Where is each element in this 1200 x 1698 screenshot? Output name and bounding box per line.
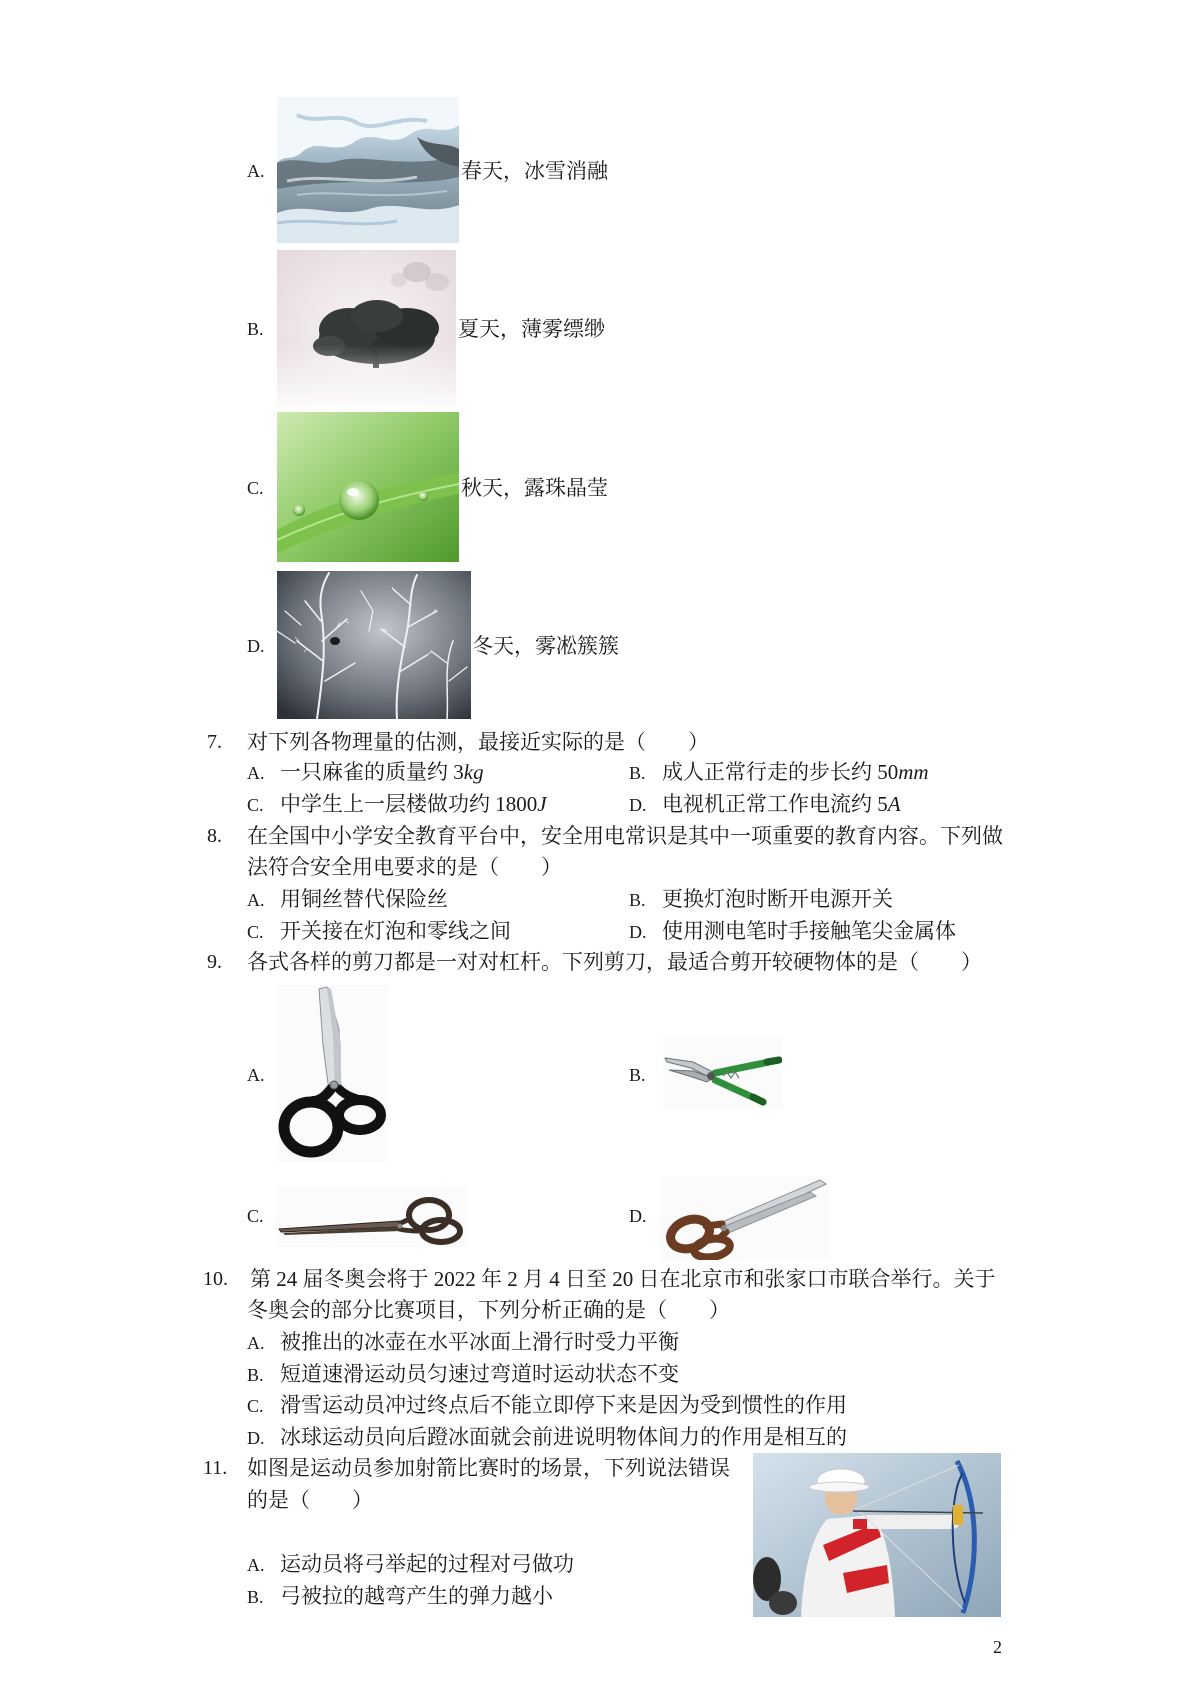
q6-option-d-photo-rime-frost: [277, 571, 471, 719]
q10-number: 10.: [203, 1268, 228, 1290]
mist-tree-illustration: [277, 250, 456, 407]
q8-option-c: [247, 919, 511, 943]
q11-option-a: [247, 1552, 574, 1576]
melting-ice-illustration: [277, 97, 459, 243]
q8-option-a-label: A.: [247, 890, 265, 910]
q8-option-b: [629, 887, 893, 911]
q7-option-b-label: B.: [629, 763, 646, 783]
q8-option-d-text: 使用测电笔时手接触笔尖金属体: [662, 919, 956, 943]
archer-illustration: [753, 1453, 1001, 1617]
q9-option-c-scissors-image: [277, 1187, 467, 1247]
q6-option-d-label: D.: [247, 636, 265, 656]
q11-number: 11.: [203, 1457, 228, 1479]
q6-option-a-label: A.: [247, 161, 265, 181]
q8-option-c-label: C.: [247, 922, 264, 942]
q10-option-a-label: A.: [247, 1333, 265, 1353]
q7-option-a-unit: kg: [463, 760, 484, 784]
q10-option-d: [247, 1425, 847, 1449]
q6-option-c-photo-dew-drop: [277, 412, 459, 562]
q6-option-b-photo-mist-tree: [277, 250, 456, 407]
q8-stem-line-1: 在全国中小学安全教育平台中，安全用电常识是其中一项重要的教育内容。下列做: [247, 824, 1003, 848]
q6-option-c-text: 秋天，露珠晶莹: [461, 476, 608, 500]
q6-option-a-text: 春天，冰雪消融: [461, 159, 608, 183]
q7-option-c-unit: J: [537, 792, 547, 816]
q10-option-a-text: 被推出的冰壶在水平冰面上滑行时受力平衡: [280, 1330, 679, 1354]
q8-option-b-text: 更换灯泡时断开电源开关: [662, 887, 893, 911]
q9-number: 9.: [207, 951, 222, 973]
q11-option-b-text: 弓被拉的越弯产生的弹力越小: [280, 1584, 553, 1608]
q6-option-a-photo-melting-ice: [277, 97, 459, 243]
pruning-shears-illustration: [663, 1036, 782, 1109]
q11-option-a-text: 运动员将弓举起的过程对弓做功: [280, 1552, 574, 1576]
q8-option-c-text: 开关接在灯泡和零线之间: [280, 919, 511, 943]
q7-option-a-text: 一只麻雀的质量约 3: [280, 760, 464, 784]
q10-option-b: [247, 1362, 679, 1386]
q7-option-d: [629, 792, 901, 816]
q7-option-b-text: 成人正常行走的步长约 50: [662, 760, 899, 784]
q9-stem: 各式各样的剪刀都是一对对杠杆。下列剪刀，最适合剪开较硬物体的是（ ）: [247, 950, 982, 974]
q8-option-b-label: B.: [629, 890, 646, 910]
q10-option-b-label: B.: [247, 1365, 264, 1385]
q9-option-a-label: A.: [247, 1065, 265, 1085]
q11-stem-line-2: 的是（ ）: [247, 1488, 373, 1512]
q8-option-d-label: D.: [629, 922, 647, 942]
q8-stem-line-2: 法符合安全用电要求的是（ ）: [247, 855, 562, 879]
q6-option-c-label: C.: [247, 478, 264, 498]
q7-option-d-label: D.: [629, 795, 647, 815]
q10-stem-line-2: 冬奥会的部分比赛项目，下列分析正确的是（ ）: [247, 1298, 730, 1322]
long-blade-scissors-illustration: [277, 1187, 467, 1247]
q6-option-d-text: 冬天，雾凇簇簇: [472, 634, 619, 658]
dew-drop-illustration: [277, 412, 459, 562]
q10-stem-line-1: 第 24 届冬奥会将于 2022 年 2 月 4 日至 20 日在北京市和张家口市联合举行。关于: [250, 1267, 996, 1291]
q9-option-b-scissors-image: [663, 1036, 782, 1109]
q7-option-c-text: 中学生上一层楼做功约 1800: [280, 792, 538, 816]
q7-option-c-label: C.: [247, 795, 264, 815]
q7-option-b-unit: mm: [898, 760, 929, 784]
q11-stem-line-1: 如图是运动员参加射箭比赛时的场景，下列说法错误: [247, 1456, 730, 1480]
tailor-scissors-illustration: [660, 1176, 829, 1260]
q8-option-a-text: 用铜丝替代保险丝: [280, 887, 448, 911]
q7-option-c: [247, 792, 547, 816]
q7-option-a-label: A.: [247, 763, 265, 783]
q10-option-c-label: C.: [247, 1396, 264, 1416]
q7-option-a: [247, 760, 484, 784]
q10-option-d-label: D.: [247, 1428, 265, 1448]
q8-option-a: [247, 887, 448, 911]
q11-option-a-label: A.: [247, 1555, 265, 1575]
q9-option-b-label: B.: [629, 1065, 646, 1085]
q10-option-d-text: 冰球运动员向后蹬冰面就会前进说明物体间力的作用是相互的: [280, 1425, 847, 1449]
q7-option-b: [629, 760, 929, 784]
q7-option-d-unit: A: [887, 792, 901, 816]
q6-option-b-label: B.: [247, 319, 264, 339]
q9-option-d-label: D.: [629, 1206, 647, 1226]
q7-stem: 对下列各物理量的估测，最接近实际的是（ ）: [247, 730, 709, 754]
q6-option-b-text: 夏天，薄雾缥缈: [458, 317, 605, 341]
q10-option-b-text: 短道速滑运动员匀速过弯道时运动状态不变: [280, 1362, 679, 1386]
q10-option-c: [247, 1393, 847, 1417]
q10-option-a: [247, 1330, 679, 1354]
q7-option-d-text: 电视机正常工作电流约 5: [662, 792, 888, 816]
kitchen-scissors-illustration: [277, 985, 388, 1162]
page-number: 2: [993, 1637, 1002, 1657]
q9-option-d-scissors-image: [660, 1176, 829, 1260]
q11-archery-photo: [753, 1453, 1001, 1617]
q9-option-c-label: C.: [247, 1206, 264, 1226]
q8-number: 8.: [207, 825, 222, 847]
q11-option-b: [247, 1584, 553, 1608]
q7-number: 7.: [207, 731, 222, 753]
q9-option-a-scissors-image: [277, 985, 388, 1162]
q8-option-d: [629, 919, 956, 943]
rime-frost-illustration: [277, 571, 471, 719]
q11-option-b-label: B.: [247, 1587, 264, 1607]
q10-option-c-text: 滑雪运动员冲过终点后不能立即停下来是因为受到惯性的作用: [280, 1393, 847, 1417]
